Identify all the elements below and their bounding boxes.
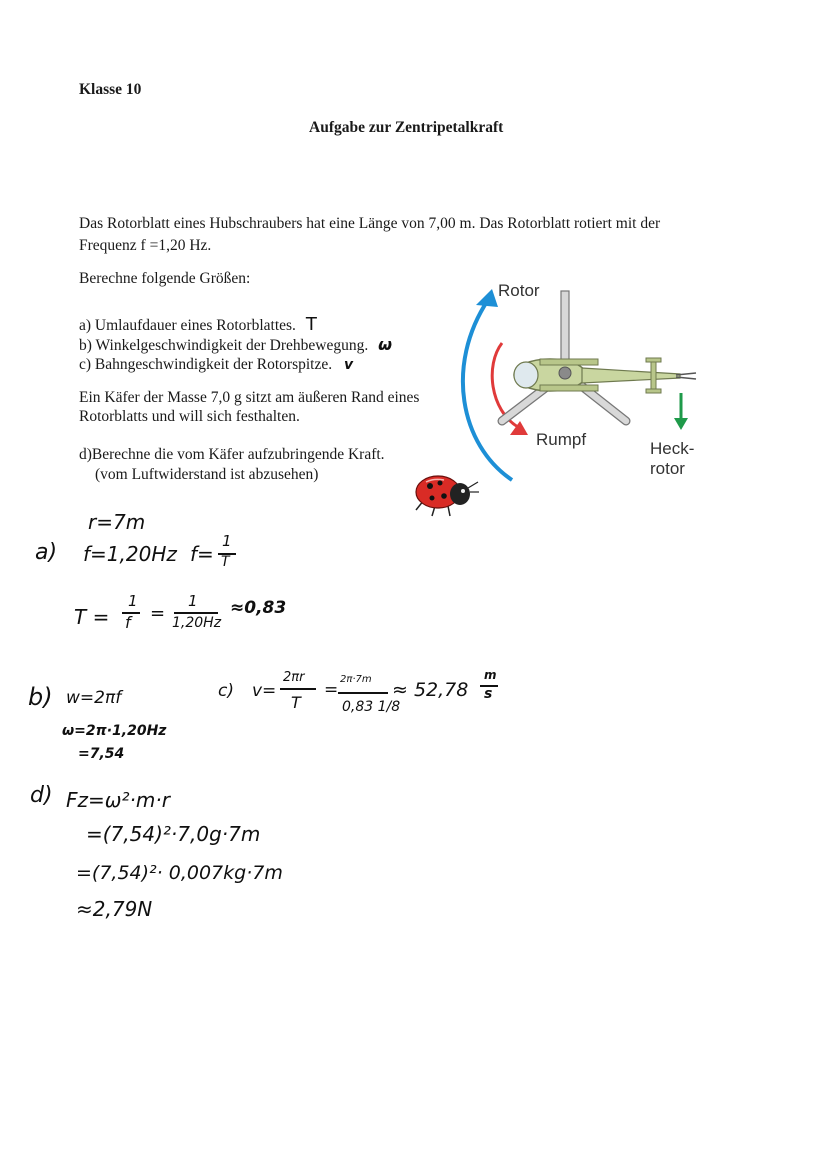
fraction-bar xyxy=(338,692,388,694)
solution-d-label: d) xyxy=(30,783,53,808)
task-item-a-text: a) Umlaufdauer eines Rotorblattes. xyxy=(79,317,296,334)
label-rumpf: Rumpf xyxy=(536,430,587,449)
solution-r: r=7m xyxy=(88,510,146,534)
task-d-line1: d)Berechne die vom Käfer aufzubringende Kraft. xyxy=(79,446,385,463)
solution-c-lhs: v= xyxy=(252,681,277,701)
solution-d-line2: =(7,54)²·7,0g·7m xyxy=(86,822,261,846)
solution-a-label: a) xyxy=(35,540,58,565)
solution-b-line2: ω=2π·1,20Hz xyxy=(62,723,167,739)
fraction-bar xyxy=(174,612,218,614)
task-beetle-line1: Ein Käfer der Masse 7,0 g sitzt am äußeren Rand eines xyxy=(79,389,420,406)
solution-a-formula-num: 1 xyxy=(222,532,232,550)
solution-c-eq: = xyxy=(324,680,339,700)
solution-a-frac1-num: 1 xyxy=(128,592,138,610)
task-intro-line1: Das Rotorblatt eines Hubschraubers hat eine Länge von 7,00 m. Das Rotorblatt rotiert mit der xyxy=(79,215,661,232)
task-item-a-mark: T xyxy=(305,314,317,335)
solution-d-line1: Fz=ω²·m·r xyxy=(66,788,170,812)
solution-d-line3: =(7,54)²· 0,007kg·7m xyxy=(76,862,283,884)
rotor-arrowhead xyxy=(476,289,498,307)
solution-d-line4: ≈2,79N xyxy=(76,897,153,921)
solution-c-unit-num: m xyxy=(484,668,497,682)
task-beetle-line2: Rotorblatts und will sich festhalten. xyxy=(79,408,300,425)
tail-boom xyxy=(582,368,680,383)
label-rotor: Rotor xyxy=(498,281,540,300)
task-intro-line2: Frequenz f =1,20 Hz. xyxy=(79,237,212,254)
task-item-b xyxy=(79,335,392,355)
solution-a-frac2-num: 1 xyxy=(188,592,198,610)
task-d-line2: (vom Luftwiderstand ist abzusehen) xyxy=(95,466,319,483)
rotor-arrow xyxy=(463,300,512,480)
cockpit xyxy=(514,362,538,388)
solution-c-result: ≈ 52,78 xyxy=(392,679,469,701)
task-item-c-mark: v xyxy=(343,357,354,373)
solution-a-given: f=1,20Hz xyxy=(83,542,177,566)
solution-c-frac1-num: 2πr xyxy=(283,670,305,685)
solution-c-unit-den: s xyxy=(484,686,493,702)
label-heck2: rotor xyxy=(650,459,685,478)
ladybug-icon xyxy=(410,470,480,520)
solution-b-formula: w=2πf xyxy=(66,688,122,708)
solution-b-label: b) xyxy=(28,683,53,711)
solution-a-formula-den: T xyxy=(221,554,230,570)
task-compute-prompt: Berechne folgende Größen: xyxy=(79,270,251,287)
solution-c-label: c) xyxy=(218,681,234,701)
task-item-b-mark: ω xyxy=(378,335,392,354)
solution-a-frac1-den: f xyxy=(125,613,131,632)
task-item-c xyxy=(79,356,353,374)
fraction-bar xyxy=(280,688,316,690)
task-item-a xyxy=(79,314,317,335)
class-label: Klasse 10 xyxy=(79,81,142,98)
helicopter-figure xyxy=(440,275,700,490)
solution-b-line3: =7,54 xyxy=(78,746,125,762)
solution-c-frac2-num: 2π·7m xyxy=(340,674,372,685)
solution-c-frac1-den: T xyxy=(291,693,301,712)
solution-a-result: ≈0,83 xyxy=(230,598,287,618)
solution-a-eq: = xyxy=(150,603,166,624)
solution-a-frac2-den: 1,20Hz xyxy=(172,615,222,631)
solution-c-frac2-den: 0,83 1/8 xyxy=(342,699,401,715)
page-title: Aufgabe zur Zentripetalkraft xyxy=(309,119,504,136)
task-item-c-text: c) Bahngeschwindigkeit der Rotorspitze. xyxy=(79,356,333,373)
label-heck1: Heck- xyxy=(650,439,695,458)
solution-a-formula-lhs: f= xyxy=(190,542,214,566)
solution-a-T-lhs: T = xyxy=(74,605,110,629)
task-item-b-text: b) Winkelgeschwindigkeit der Drehbewegung. xyxy=(79,337,369,354)
